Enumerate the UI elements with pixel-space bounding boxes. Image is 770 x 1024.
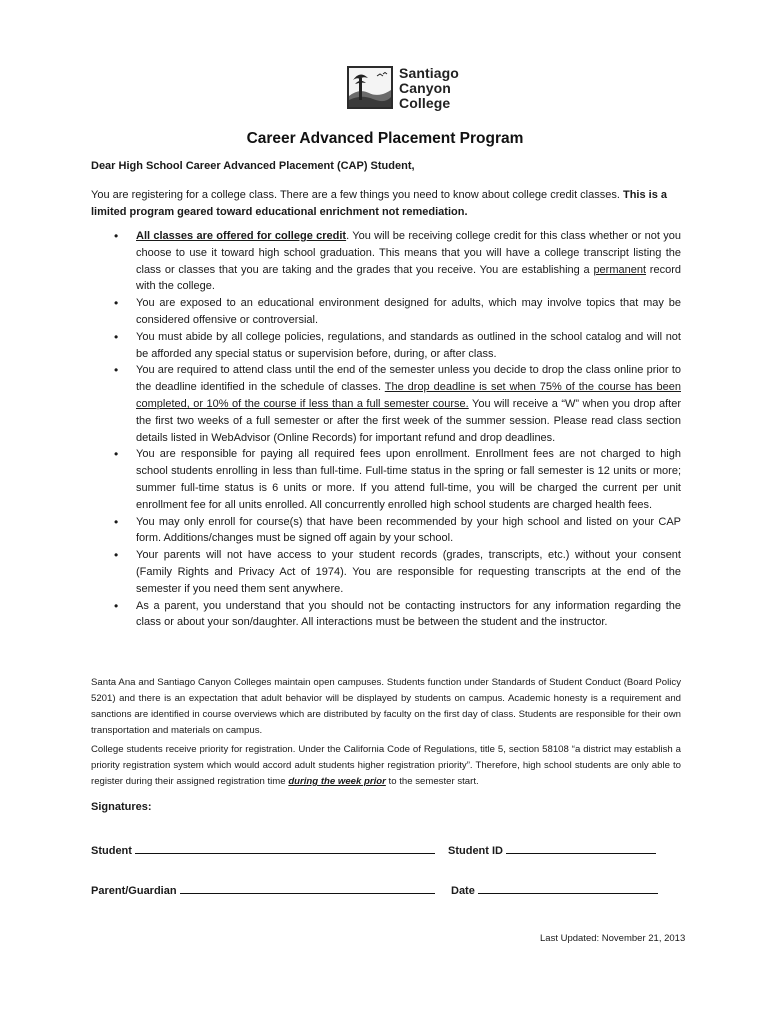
- campus-conduct-paragraph: Santa Ana and Santiago Canyon Colleges maintain open campuses. Students function under Standards of Student Conduct (Board Policy 5201) and there is an expectation that adult behavior will be displayed by students on campus. Academic honesty is a requirement and sanctions are identified in course overviews which are distributed by faculty on the first day of class. Students are responsible for their own transportation and materials on campus.: [91, 677, 681, 736]
- date-field: [451, 881, 658, 897]
- permanent-emphasis: permanent: [593, 263, 647, 276]
- student-signature-field: [91, 841, 435, 857]
- list-item: • As a parent, you understand that you should not be contacting instructors for any information regarding the class or about your son/daughter. All interactions must be between the student and the instructor.: [91, 598, 681, 632]
- week-prior-emphasis: during the week prior: [288, 776, 386, 787]
- logo-line-3: College: [399, 95, 451, 111]
- last-updated: Last Updated: November 21, 2013: [540, 933, 686, 944]
- list-item: • You are exposed to an educational environment designed for adults, which may involve topics that may be considered offensive or controversial.: [91, 295, 681, 329]
- student-label: Student: [91, 845, 132, 857]
- signatures-heading: Signatures:: [91, 801, 152, 813]
- credit-emphasis: All classes are offered for college credit: [136, 230, 347, 242]
- list-item: • You must abide by all college policies, regulations, and standards as outlined in the school catalog and will not be afforded any special status or supervision before, during, or after class.: [91, 329, 681, 363]
- student-id-line[interactable]: [506, 841, 656, 854]
- registration-priority-paragraph: College students receive priority for registration. Under the California Code of Regulations, title 5, section 58108 “a district may establish a priority registration system which would accord adult students higher registration priority”. Therefore, high school students are only able to register during their assigned registration time during the week prior to the semester start.: [91, 744, 681, 787]
- requirements-list: [91, 228, 681, 631]
- logo-line-2: Canyon: [399, 80, 451, 96]
- intro-paragraph: [91, 187, 681, 221]
- date-line[interactable]: [478, 881, 658, 894]
- date-label: Date: [451, 885, 475, 897]
- drop-deadline-emphasis: The drop deadline is set when 75% of the course has been completed, or 10% of the course if less than a full semester course.: [136, 381, 681, 410]
- list-item: • You are responsible for paying all required fees upon enrollment. Enrollment fees are not charged to high school students enrolling in less than full-time. Full-time status in the spring or fall semester is 12 units or more; summer full-time status is 6 units or more. If you attend full-time, you will be charged the current per unit enrollment fee for all units enrolled. All concurrently enrolled high school students are charged health fees.: [91, 446, 681, 513]
- intro-emphasis: This is a limited program geared toward educational enrichment not remediation.: [91, 189, 668, 218]
- tree-landscape-logo-icon: [347, 66, 393, 109]
- student-id-label: Student ID: [448, 845, 503, 857]
- list-item: • Your parents will not have access to your student records (grades, transcripts, etc.) without your consent (Family Rights and Privacy Act of 1974). You are responsible for requesting transcripts at the end of the semester if you need them sent anywhere.: [91, 547, 681, 597]
- college-logo: [347, 66, 459, 111]
- greeting: Dear High School Career Advanced Placement (CAP) Student,: [91, 160, 415, 172]
- parent-signature-line[interactable]: [180, 881, 435, 894]
- intro-text: You are registering for a college class. There are a few things you need to know about college credit classes.: [91, 189, 623, 201]
- parent-signature-field: [91, 881, 435, 897]
- list-item: • All classes are offered for college credit. You will be receiving college credit for this class whether or not you choose to use it toward high school graduation. This means that you will have a college transcript listing the class or classes that you are taking and the grades that you receive. You are establishing a permanent record with the college.: [91, 228, 681, 295]
- student-id-field: [448, 841, 656, 857]
- list-item: • You may only enroll for course(s) that have been recommended by your high school and listed on your CAP form. Additions/changes must be signed off again by your school.: [91, 514, 681, 548]
- logo-line-1: Santiago: [399, 65, 459, 81]
- parent-guardian-label: Parent/Guardian: [91, 885, 177, 897]
- logo-wordmark: [399, 66, 459, 111]
- student-signature-line[interactable]: [135, 841, 435, 854]
- list-item: • You are required to attend class until the end of the semester unless you decide to drop the class online prior to the deadline identified in the schedule of classes. The drop deadline is set when 75% of the course has been completed, or 10% of the course if less than a full semester course. You will receive a “W” when you drop after the first two weeks of a full semester or after the first week of the summer session. Please read class section details listed in WebAdvisor (Online Records) for important refund and drop deadlines.: [91, 362, 681, 446]
- page-title: Career Advanced Placement Program: [246, 130, 524, 147]
